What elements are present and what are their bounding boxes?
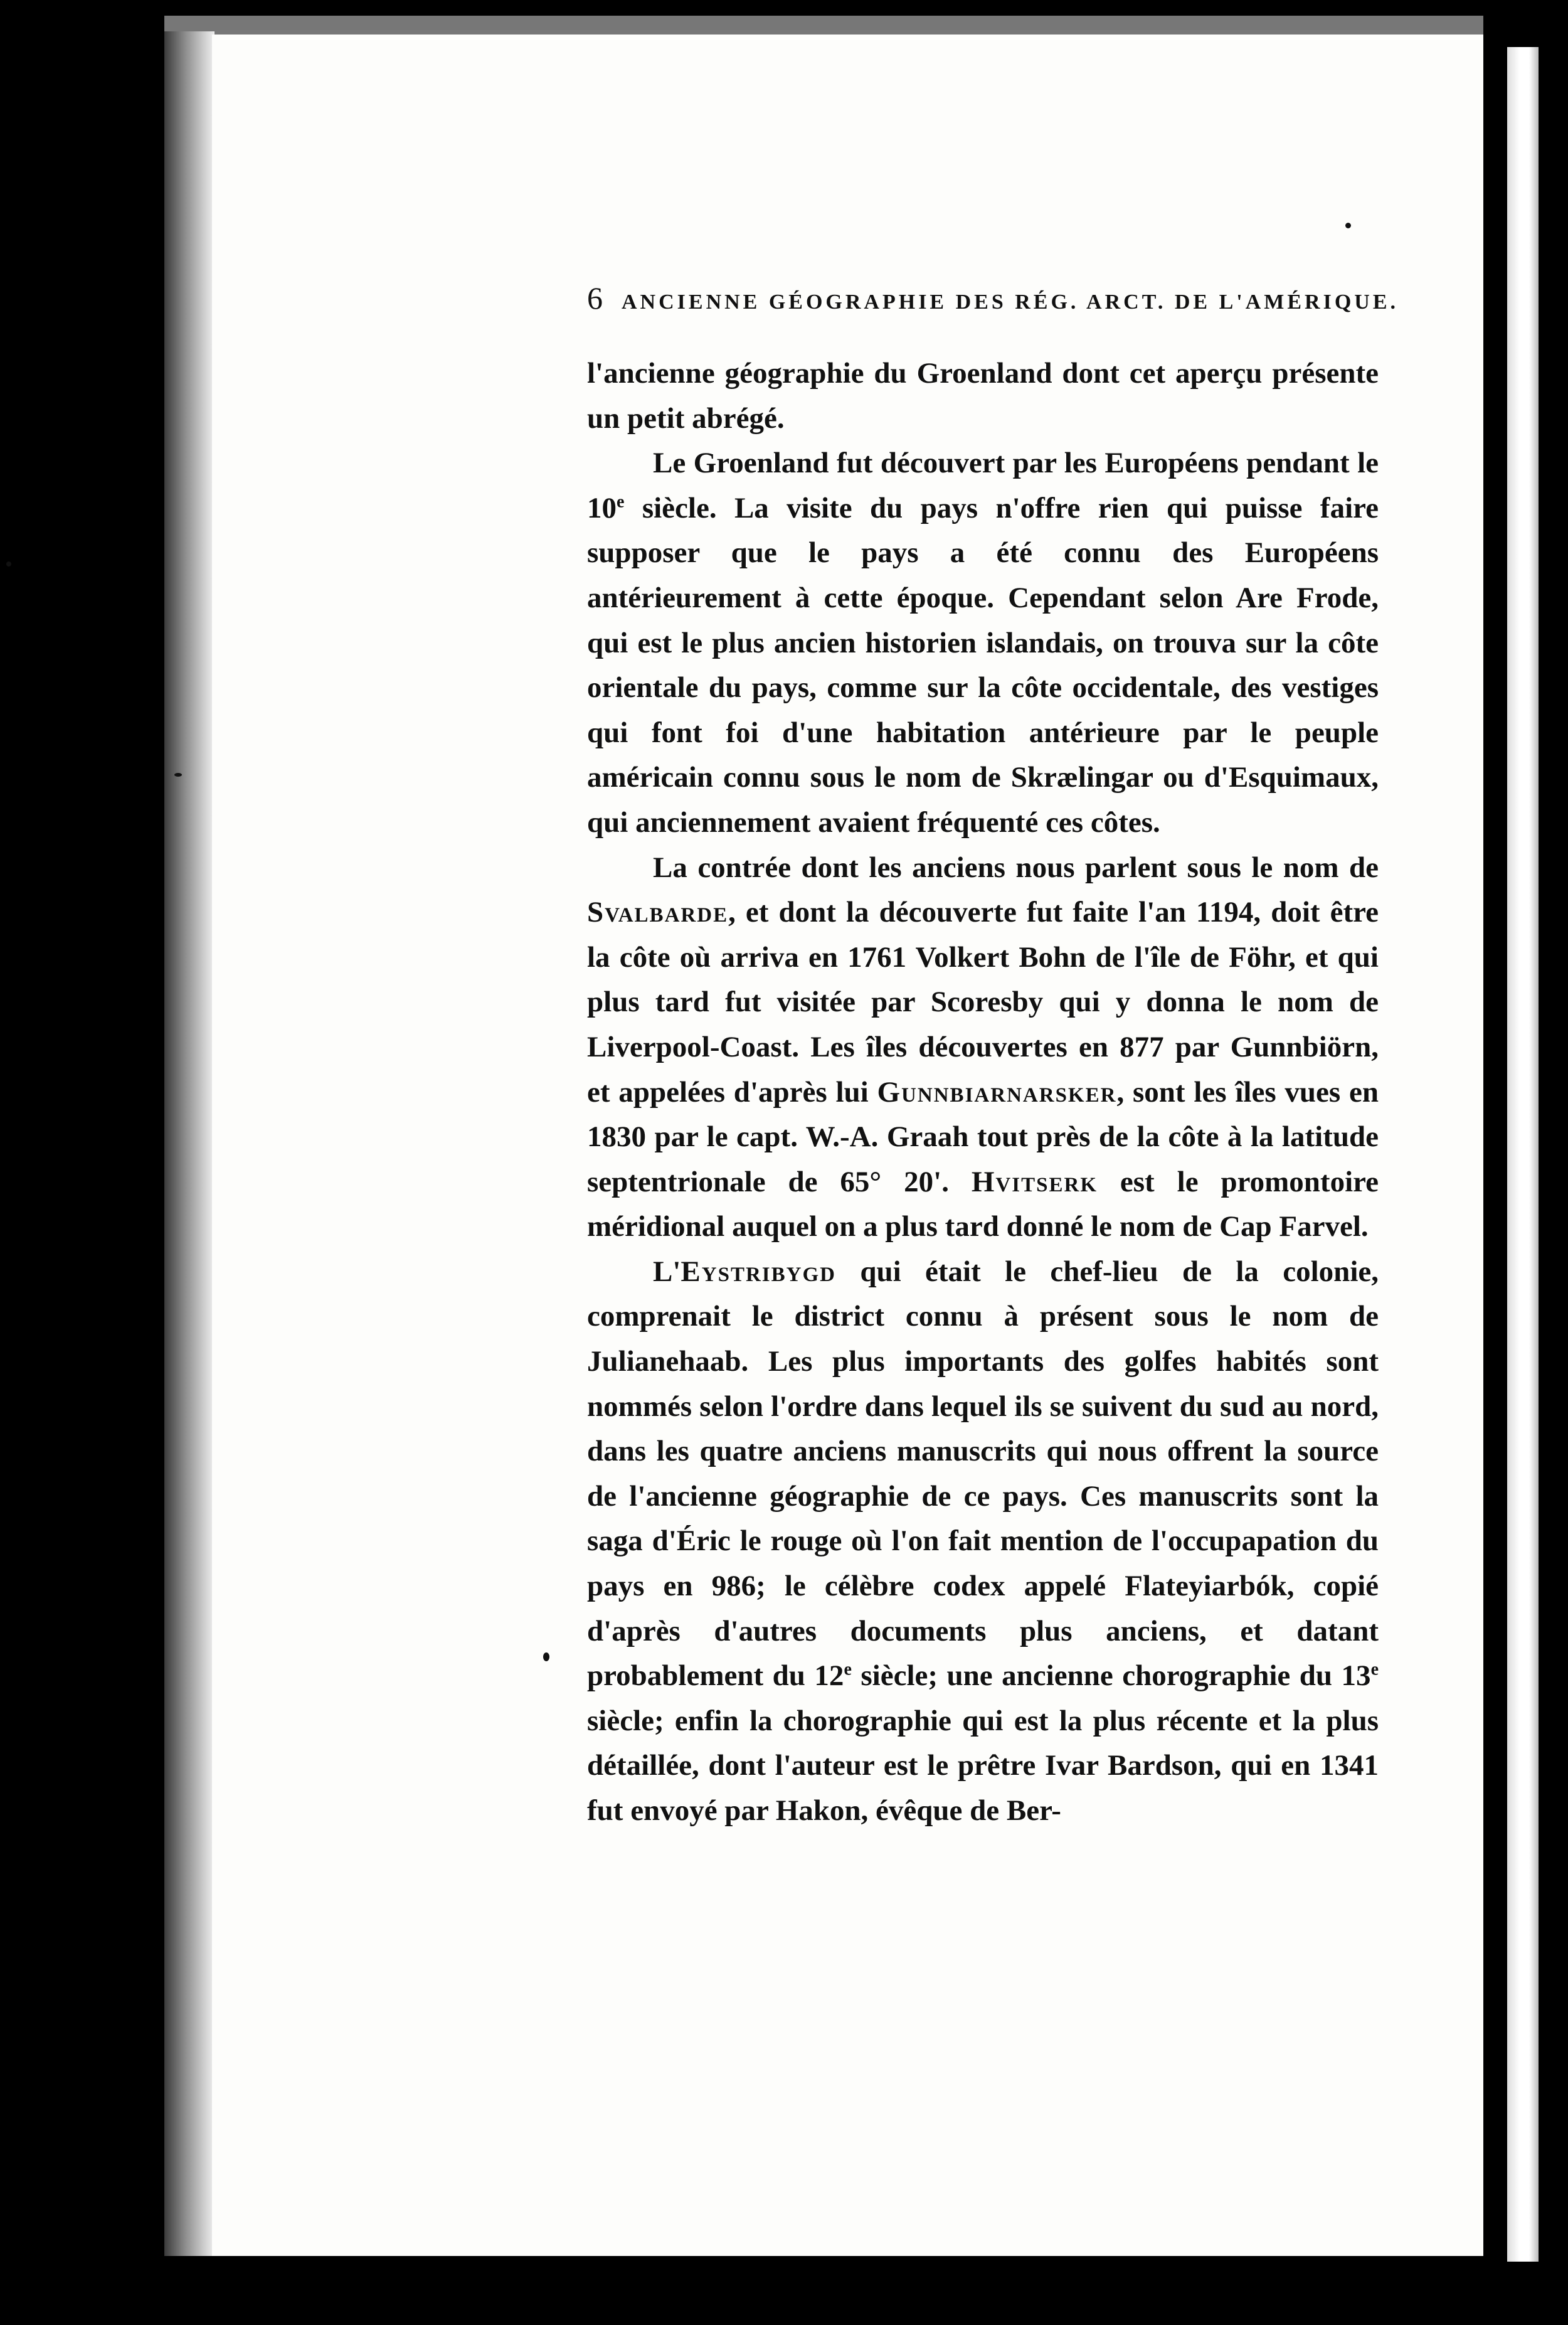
paragraph-2-text-b: siècle. La visite du pays n'offre rien qui puisse faire supposer que le pays a été connu des Européens antérieurement à cette époque. Cependant selon Are Frode, qui est le plus ancien historien islandais, on trouva sur la côte orientale du pays, comme sur la côte occidentale, des vestiges qui font foi d'une habitation antérieure par le peuple américain connu sous le nom de Skrælingar ou d'Esquimaux, qui anciennement avaient fréquenté ces côtes.	[587, 491, 1379, 839]
place-name-gunnbiarnarsker: Gunnbiarnarsker	[877, 1075, 1117, 1109]
paragraph-3	[587, 846, 1379, 1250]
paragraph-4-text-d: siècle; enfin la chorographie qui est la plus récente et la plus détaillée, dont l'auteur est le prêtre Ivar Bardson, qui en 1341 fut envoyé par Hakon, évêque de Ber-	[587, 1704, 1379, 1827]
paragraph-1	[587, 351, 1379, 441]
paragraph-1-text: l'ancienne géographie du Groenland dont cet aperçu présente un petit abrégé.	[587, 357, 1379, 435]
next-page-edge	[1507, 47, 1539, 2262]
running-title: ANCIENNE GÉOGRAPHIE DES RÉG. ARCT. DE L'AMÉRIQUE.	[622, 290, 1399, 314]
paragraph-4-text-a: L'	[653, 1255, 681, 1288]
superscript: e	[844, 1659, 852, 1679]
paragraph-2-text-a: Le Groenland fut découvert par les Européens pendant le 10	[587, 447, 1379, 524]
paragraph-3-text-b: , et dont la découverte fut faite l'an 1194, doit être la côte où arriva en 1761 Volkert Bohn de l'île de Föhr, et qui plus tard fut visitée par Scoresby qui y donna le nom de Liverpool-Coast. Les îles découvertes en 877 par Gunnbiörn, et appelées d'après lui	[587, 896, 1379, 1109]
place-name-hvitserk: Hvitserk	[971, 1165, 1098, 1198]
place-name-eystribygd: Eystribygd	[681, 1255, 836, 1288]
place-name-svalbarde: Svalbarde	[587, 896, 729, 929]
superscript: e	[617, 492, 625, 512]
scan-top-edge	[164, 16, 1483, 36]
paragraph-4-text-c: siècle; une ancienne chorographie du 13	[851, 1659, 1371, 1693]
paragraph-4-text-b: qui était le chef-lieu de la colonie, comprenait le district connu à présent sous le nom de Julianehaab. Les plus importants des golfes habités sont nommés selon l'ordre dans lequel ils se suivent du sud au nord, dans les quatre anciens manuscrits qui nous offrent la source de l'ancienne géographie de ce pays. Ces manuscrits sont la saga d'Éric le rouge où l'on fait mention de l'occupapation du pays en 986; le célèbre codex appelé Flateyiarbók, copié d'après d'autres documents plus anciens, et datant probablement du 12	[587, 1255, 1379, 1693]
paragraph-3-text-a: La contrée dont les anciens nous parlent sous le nom de	[653, 851, 1379, 884]
running-header	[587, 280, 1399, 316]
page-number: 6	[587, 280, 603, 316]
paragraph-4	[587, 1250, 1379, 1834]
paragraph-2	[587, 441, 1379, 845]
speck-mark	[543, 1652, 549, 1661]
superscript: e	[1370, 1659, 1379, 1679]
paragraph-3-text-c: , sont les îles vues en 1830 par le capt. W.-A. Graah tout près de la côte à la latitude septentrionale de 65° 20'.	[587, 1075, 1379, 1198]
speck-mark	[174, 773, 182, 777]
speck-mark	[1345, 223, 1351, 228]
page-binding-shadow	[164, 31, 215, 2256]
paragraph-3-text-d: est le promontoire méridional auquel on a plus tard donné le nom de Cap Farvel.	[587, 1165, 1379, 1243]
speck-mark	[6, 561, 11, 567]
body-text	[587, 351, 1379, 1834]
